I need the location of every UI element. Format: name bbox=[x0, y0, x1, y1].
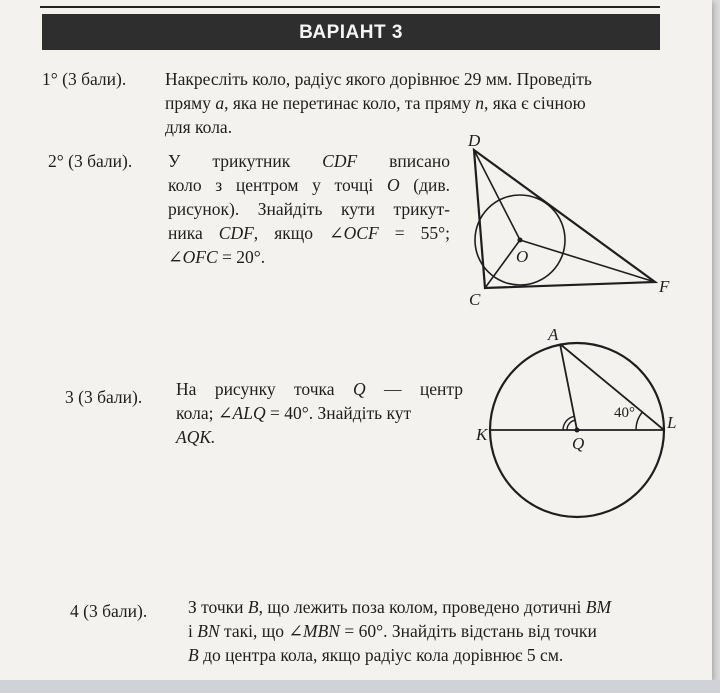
angle-arc-aqk-inner bbox=[567, 420, 575, 430]
vertex-c-label: C bbox=[469, 290, 481, 309]
task-1-line-1: Накресліть коло, радіус якого дорівнює 29 мм. Проведіть bbox=[165, 69, 592, 89]
chord-al bbox=[560, 344, 664, 430]
variant-title: ВАРІАНТ 3 bbox=[299, 22, 403, 43]
task-4-line-3: B до центра кола, якщо радіус кола дорівнює 5 см. bbox=[188, 645, 564, 665]
task-2-line-3: рисунок). Знайдіть кути трикут- bbox=[168, 199, 450, 219]
bottom-strip bbox=[0, 680, 720, 693]
task-1-line-3: для кола. bbox=[165, 117, 233, 137]
task-3-line-3: AQK. bbox=[176, 427, 216, 447]
task-2-line-5: ∠OFC = 20°. bbox=[168, 247, 266, 267]
angle-40-label: 40° bbox=[614, 405, 635, 421]
task-4-label: 4 (3 бали). bbox=[70, 601, 148, 621]
task-2-line-2: коло з центром у точці O (див. bbox=[168, 175, 450, 195]
task-4-line-2: і BN такі, що ∠MBN = 60°. Знайдіть відстань від точки bbox=[188, 621, 597, 641]
task-2-line-1: У трикутник CDF вписано bbox=[168, 151, 450, 171]
task-3-label: 3 (3 бали). bbox=[65, 387, 143, 407]
point-k-label: K bbox=[476, 425, 488, 444]
task-4-line-1: З точки B, що лежить поза колом, проведено дотичні BM bbox=[188, 597, 612, 617]
center-q-point bbox=[575, 428, 580, 433]
point-a-label: A bbox=[548, 325, 559, 344]
task-1-label: 1° (3 бали). bbox=[42, 69, 127, 89]
center-o-label: O bbox=[516, 247, 529, 266]
vertex-d-label: D bbox=[468, 131, 481, 150]
point-q-label: Q bbox=[572, 434, 585, 453]
task-3-line-1: На рисунку точка Q — центр bbox=[176, 379, 464, 399]
angle-arc-alq bbox=[636, 412, 642, 430]
task-2-label: 2° (3 бали). bbox=[48, 151, 133, 171]
task-2-line-4: ника CDF, якщо ∠OCF = 55°; bbox=[168, 223, 450, 243]
task-1-line-2: пряму a, яка не перетинає коло, та пряму n, яка є січною bbox=[165, 93, 586, 113]
point-l-label: L bbox=[667, 413, 677, 432]
task-3-line-2: кола; ∠ALQ = 40°. Знайдіть кут bbox=[176, 403, 412, 423]
vertex-f-label: F bbox=[659, 277, 670, 296]
angle-arc-aqk bbox=[563, 416, 574, 430]
